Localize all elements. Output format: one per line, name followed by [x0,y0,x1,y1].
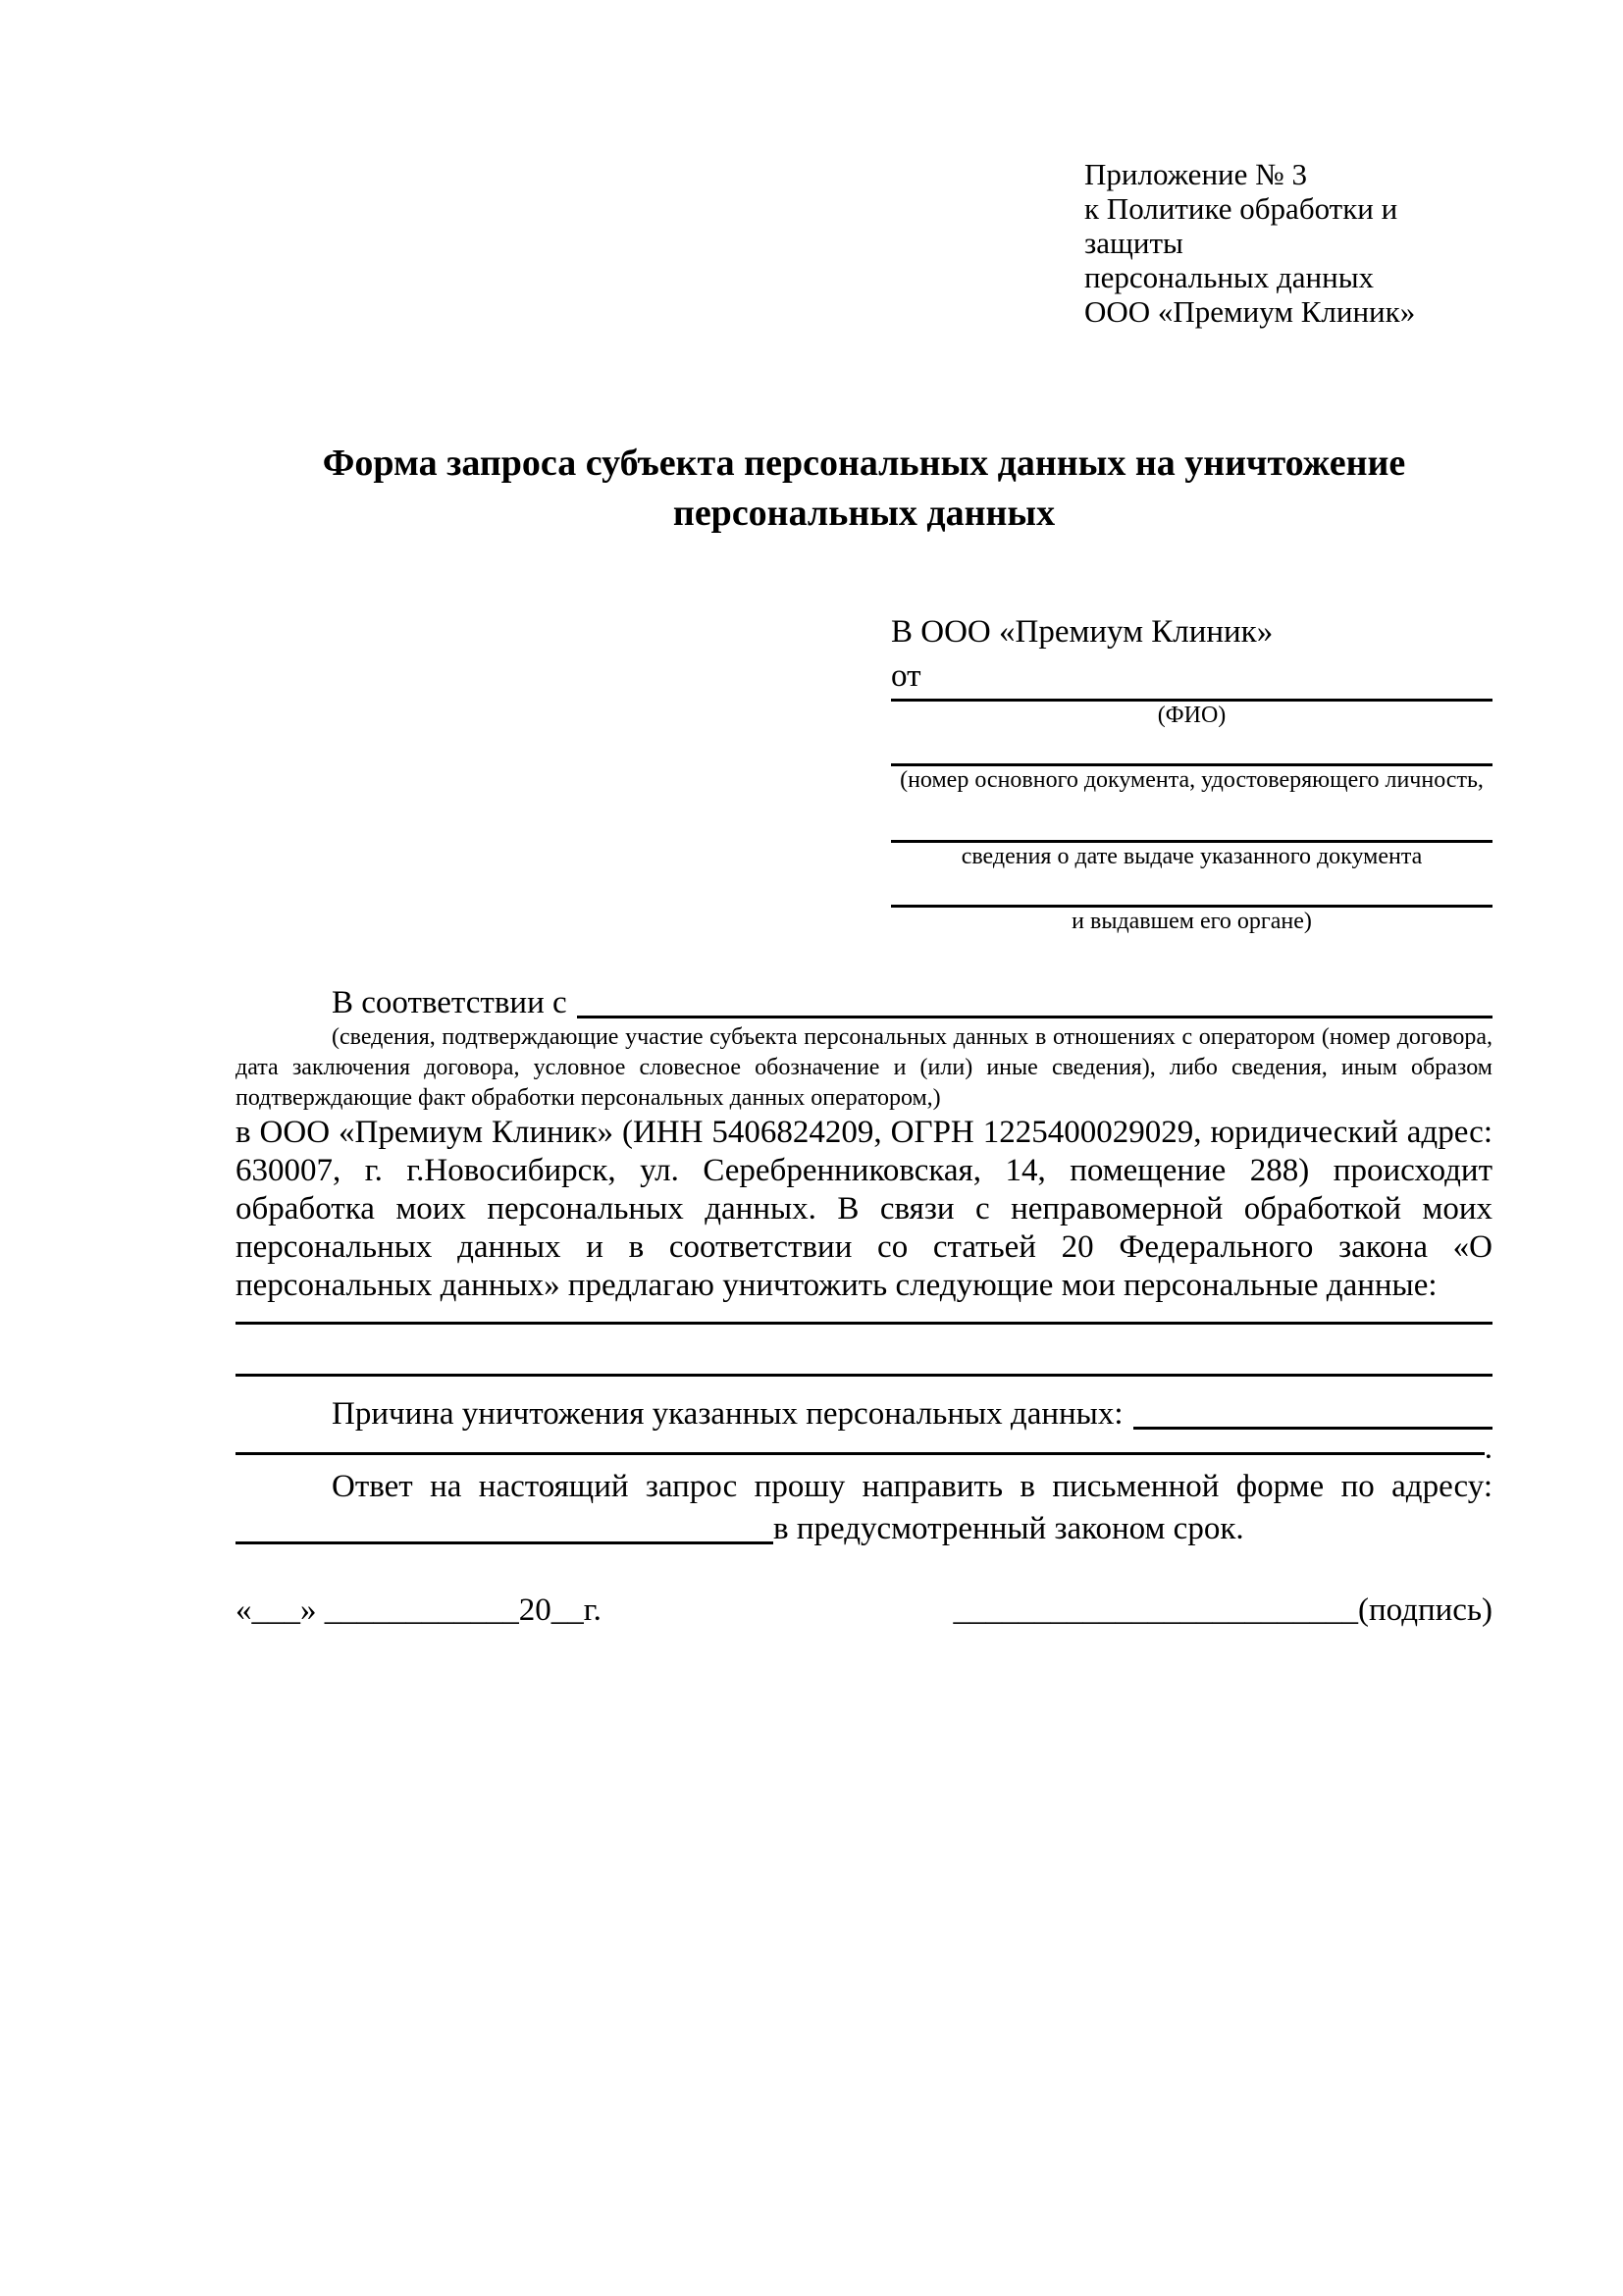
response-request-paragraph: Ответ на настоящий запрос прошу направить в письменной форме по адресу: [332,1469,1492,1504]
appendix-header [1084,157,1492,329]
blank-line-fill [236,1434,1485,1455]
document-title-line-2: персональных данных [672,493,1056,534]
accordance-blank-line [577,983,1492,1018]
issuing-authority-caption: и выдавшем его органе) [1072,909,1312,934]
main-paragraph: в ООО «Премиум Клиник» (ИНН 5406824209, ОГРН 1225400029029, юридический адрес: 630007, г. г.Новосибирск, ул. Серебренниковская, 14, помещение 288) происходит обработка моих персональных данных. В связи с неправомерной обработкой моих персональных данных и в соответствии со статьей 20 Федерального закона «О персональных данных» предлагаю уничтожить следующие мои персональные данные: [236,1115,1492,1303]
appendix-line: ООО «Премиум Клиник» [1084,294,1416,329]
addressee-from-label: от [891,658,921,694]
document-title [236,439,1492,539]
signature-blank-line: _________________________ [953,1592,1358,1628]
date-signature-row [236,1591,1492,1630]
appendix-line: персональных данных [1084,260,1375,294]
document-title-line-1: Форма запроса субъекта персональных данных на уничтожение [322,443,1406,484]
appendix-line: Приложение № 3 [1084,157,1307,191]
reason-label: Причина уничтожения указанных персональных данных: [332,1396,1124,1432]
address-blank-line [236,1509,773,1544]
reason-row [236,1394,1492,1434]
reason-blank-line-2 [236,1431,1492,1466]
issue-date-caption: сведения о дате выдаче указанного документа [961,844,1423,869]
blank-line-2 [236,1374,1492,1377]
paragraph-indent [236,983,332,1022]
reason-blank-line [1133,1394,1492,1430]
fio-caption: (ФИО) [1157,703,1227,728]
response-tail: в предусмотренный законом срок. [773,1511,1244,1546]
document-number-caption: (номер основного документа, удостоверяющего личность, [900,767,1484,793]
clarification-note: (сведения, подтверждающие участие субъекта персональных данных в отношениях с оператором (номер договора, дата заключения договора, условное словесное обозначение и (или) иные сведения), либо сведения, иным образом подтверждающие факт обработки персональных данных оператором,) [236,1024,1492,1111]
accordance-label: В соответствии с [332,985,567,1020]
blank-line-1 [236,1322,1492,1325]
fio-blank-field [891,699,1492,729]
issuing-authority-blank-field [891,905,1492,935]
document-content [236,157,1492,1630]
line-terminator: . [1484,1431,1492,1466]
signature-block [954,1591,1493,1630]
addressee-organization: В ООО «Премиум Клиник» [891,614,1274,650]
signature-caption: (подпись) [1358,1592,1492,1628]
appendix-line: к Политике обработки и защиты [1084,191,1398,260]
addressee-block [891,610,1492,935]
date-blank: «___» ____________20__г. [236,1592,602,1628]
accordance-row [236,983,1492,1022]
response-tail-row [236,1509,1492,1548]
document-number-blank-field [891,763,1492,794]
paragraph-indent [236,1394,332,1434]
issue-date-blank-field [891,840,1492,870]
